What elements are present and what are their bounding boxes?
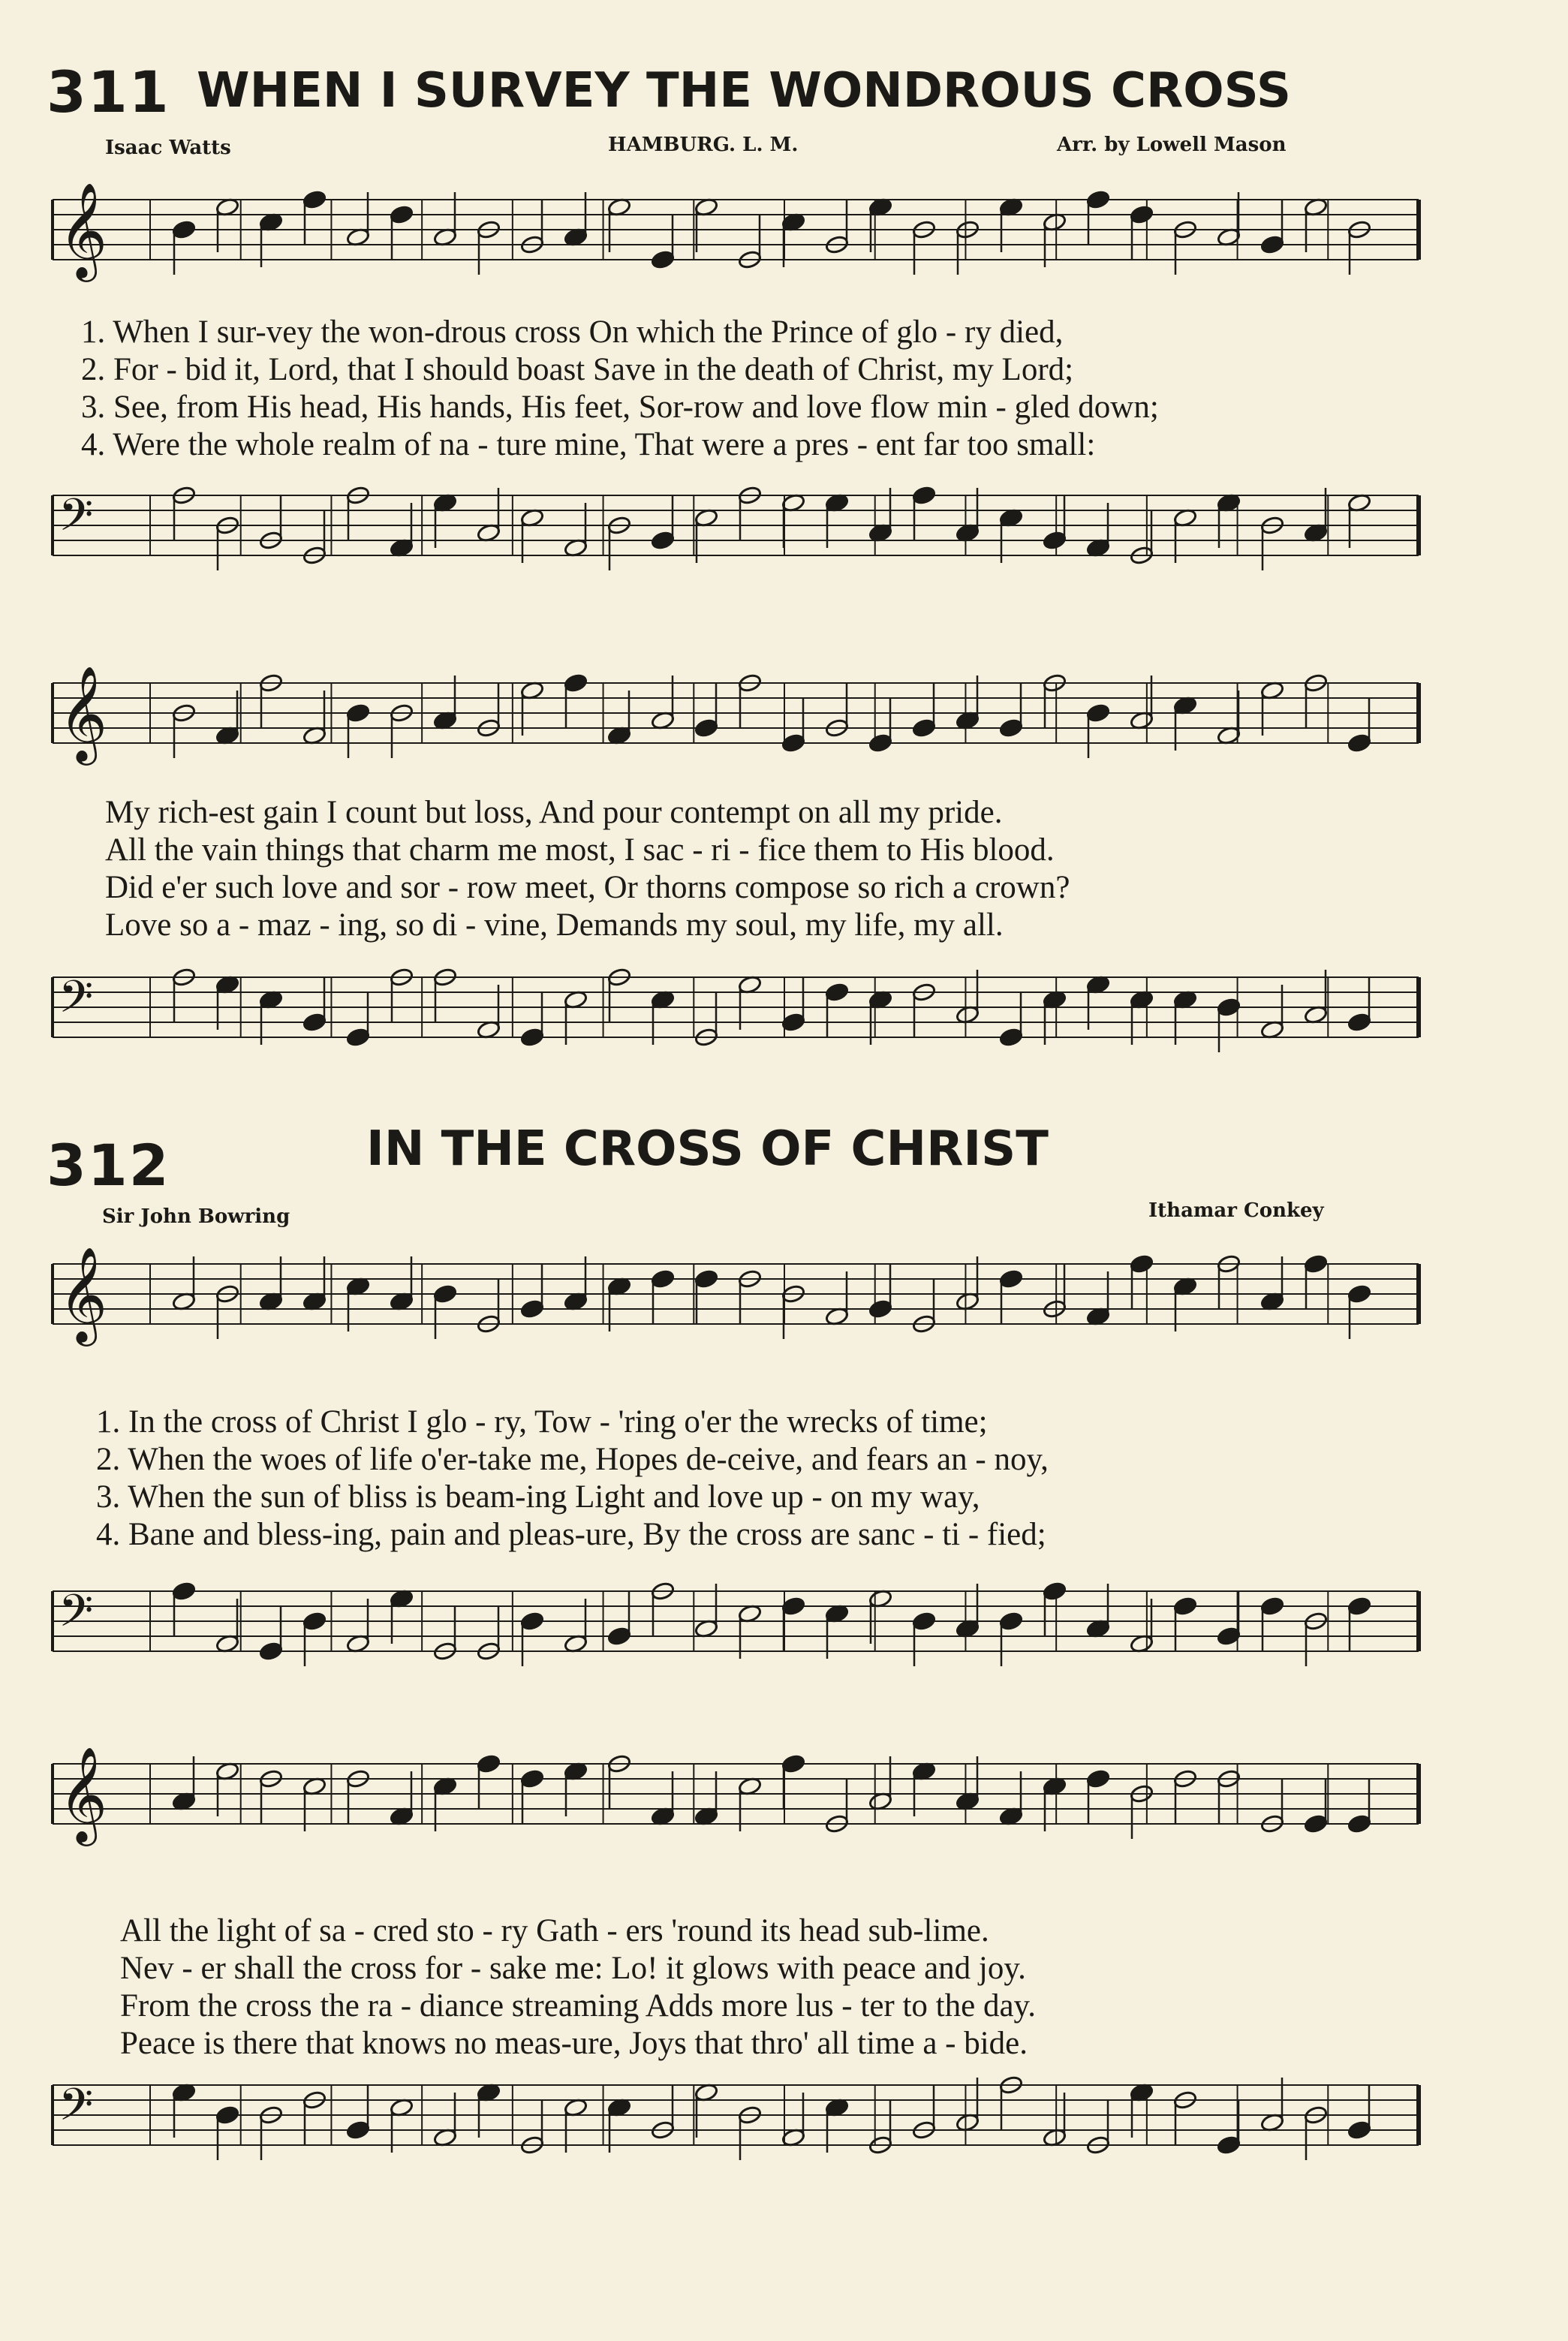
treble-clef-icon: 𝄞 xyxy=(59,1746,108,1842)
note-head xyxy=(868,733,892,753)
note-head xyxy=(1304,1814,1328,1834)
note-head xyxy=(1347,1814,1371,1834)
bass-staff xyxy=(45,1569,1426,1704)
note-head xyxy=(302,1611,327,1631)
note-head xyxy=(694,1269,718,1289)
note-head xyxy=(1086,190,1110,209)
note-head xyxy=(1260,235,1284,254)
note-head xyxy=(520,1611,544,1631)
verse-2-line: 2. When the woes of life o'er-take me, Hopes de-ceive, and fears an - noy, xyxy=(96,1442,1049,1477)
note-head xyxy=(172,220,196,239)
treble-clef-icon: 𝄞 xyxy=(59,1246,108,1342)
note-head xyxy=(912,1611,936,1631)
treble-staff xyxy=(45,177,1426,312)
verse-2-line: Nev - er shall the cross for - sake me: Lo! it glows with peace and joy. xyxy=(120,1951,1026,1986)
hymn-number: 311 xyxy=(47,59,170,125)
note-head xyxy=(520,1769,544,1789)
note-head xyxy=(1130,205,1154,224)
note-head xyxy=(1347,2120,1371,2140)
composer-credit: Arr. by Lowell Mason xyxy=(1057,134,1287,156)
verse-3-line: From the cross the ra - diance streaming Adds more lus - ter to the day. xyxy=(120,1988,1036,2024)
note-head xyxy=(1130,1254,1154,1274)
hymn-title: WHEN I SURVEY THE WONDROUS CROSS xyxy=(197,63,1291,119)
note-head xyxy=(999,718,1023,738)
verse-1-line: My rich-est gain I count but loss, And pour contempt on all my pride. xyxy=(105,795,1003,830)
note-head xyxy=(1043,1581,1067,1601)
bass-clef-icon: 𝄢 xyxy=(59,1584,94,1647)
treble-staff xyxy=(45,660,1426,796)
note-head xyxy=(1304,1254,1328,1274)
note-head xyxy=(390,205,414,224)
treble-staff xyxy=(45,1741,1426,1876)
note-head xyxy=(1347,733,1371,753)
note-head xyxy=(433,1284,457,1304)
author-credit: Isaac Watts xyxy=(105,137,231,159)
composer-credit: Ithamar Conkey xyxy=(1148,1199,1324,1222)
note-head xyxy=(1347,1596,1371,1616)
note-head xyxy=(781,1754,805,1774)
note-head xyxy=(999,1269,1023,1289)
verse-4-line: Love so a - maz - ing, so di - vine, Demands my soul, my life, my all. xyxy=(105,907,1004,943)
note-head xyxy=(1347,1013,1371,1032)
note-head xyxy=(651,250,675,269)
verse-3-line: 3. See, from His head, His hands, His feet, Sor-row and love flow min - gled down; xyxy=(81,390,1159,425)
note-head xyxy=(607,1626,631,1646)
verse-1-line: 1. In the cross of Christ I glo - ry, Tow - 'ring o'er the wrecks of time; xyxy=(96,1404,988,1440)
bass-staff xyxy=(45,955,1426,1090)
hymn-number: 312 xyxy=(47,1132,170,1199)
note-head xyxy=(694,718,718,738)
note-head xyxy=(346,703,370,723)
treble-staff xyxy=(45,1241,1426,1377)
note-head xyxy=(520,1028,544,1047)
treble-clef-icon: 𝄞 xyxy=(59,665,108,761)
note-head xyxy=(1260,1596,1284,1616)
verse-block-line1 xyxy=(81,314,1159,464)
bass-clef-icon: 𝄢 xyxy=(59,489,94,552)
note-head xyxy=(215,2105,239,2125)
note-head xyxy=(302,1013,327,1032)
bass-staff xyxy=(45,473,1426,608)
note-head xyxy=(172,1581,196,1601)
bass-staff xyxy=(45,2063,1426,2198)
note-head xyxy=(259,1641,283,1661)
note-head xyxy=(564,673,588,693)
bass-clef-icon: 𝄢 xyxy=(59,2078,94,2141)
note-head xyxy=(999,1611,1023,1631)
hymn-title: IN THE CROSS OF CHRIST xyxy=(366,1121,1049,1177)
note-head xyxy=(1347,1284,1371,1304)
verse-block-line1 xyxy=(96,1404,1049,1554)
note-head xyxy=(868,1299,892,1319)
note-head xyxy=(1043,531,1067,550)
note-head xyxy=(520,1299,544,1319)
verse-4-line: 4. Were the whole realm of na - ture mine, That were a pres - ent far too small: xyxy=(81,427,1096,462)
verse-4-line: Peace is there that knows no meas-ure, Joys that thro' all time a - bide. xyxy=(120,2026,1028,2061)
note-head xyxy=(1173,1596,1197,1616)
tune-name: HAMBURG. L. M. xyxy=(608,134,799,156)
verse-3-line: Did e'er such love and sor - row meet, Or thorns compose so rich a crown? xyxy=(105,870,1070,905)
note-head xyxy=(912,486,936,505)
verse-2-line: All the vain things that charm me most, I sac - ri - fice them to His blood. xyxy=(105,832,1055,868)
note-head xyxy=(999,1028,1023,1047)
note-head xyxy=(346,2120,370,2140)
verse-1-line: All the light of sa - cred sto - ry Gath - ers 'round its head sub-lime. xyxy=(120,1913,989,1948)
note-head xyxy=(1086,703,1110,723)
verse-block-line2 xyxy=(120,1912,1036,2063)
note-head xyxy=(825,982,849,1002)
note-head xyxy=(651,1269,675,1289)
verse-1-line: 1. When I sur-vey the won-drous cross On which the Prince of glo - ry died, xyxy=(81,314,1064,350)
note-head xyxy=(1217,2135,1241,2155)
note-head xyxy=(477,1754,501,1774)
note-head xyxy=(651,531,675,550)
note-head xyxy=(302,190,327,209)
verse-block-line2 xyxy=(105,794,1070,944)
verse-2-line: 2. For - bid it, Lord, that I should boast Save in the death of Christ, my Lord; xyxy=(81,352,1074,387)
note-head xyxy=(1086,1769,1110,1789)
author-credit: Sir John Bowring xyxy=(102,1205,290,1228)
note-head xyxy=(346,1028,370,1047)
verse-3-line: 3. When the sun of bliss is beam-ing Light and love up - on my way, xyxy=(96,1479,980,1515)
note-head xyxy=(912,718,936,738)
bass-clef-icon: 𝄢 xyxy=(59,970,94,1034)
treble-clef-icon: 𝄞 xyxy=(59,182,108,278)
verse-4-line: 4. Bane and bless-ing, pain and pleas-ure, By the cross are sanc - ti - fied; xyxy=(96,1517,1046,1552)
